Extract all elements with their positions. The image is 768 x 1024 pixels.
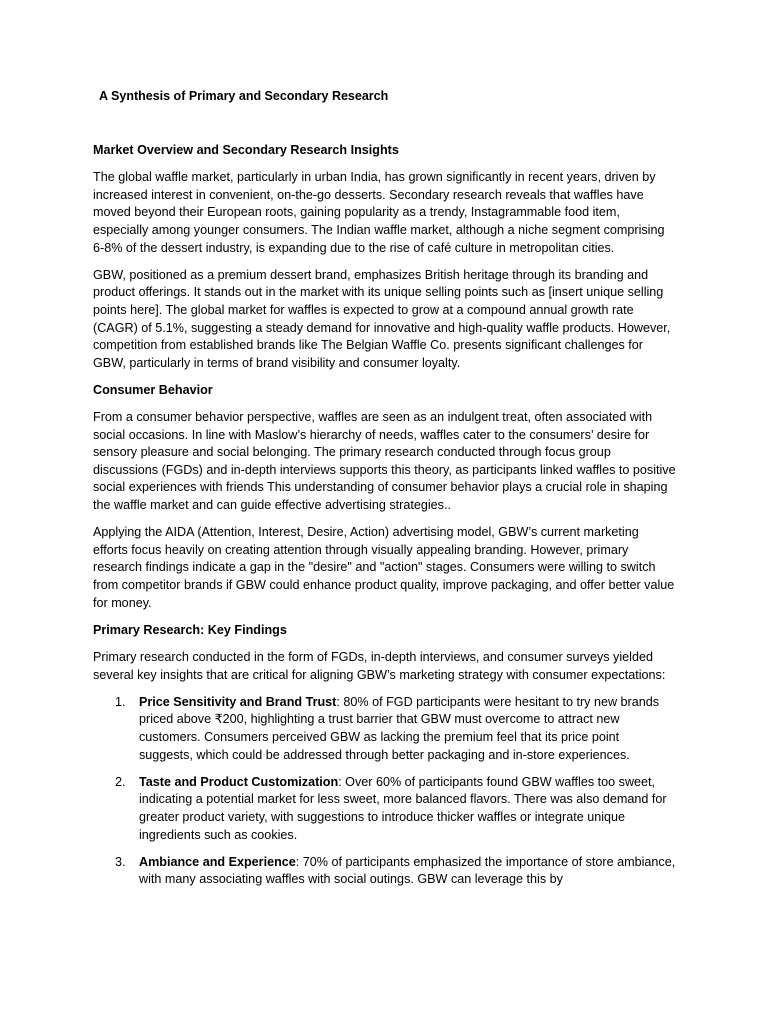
paragraph: GBW, positioned as a premium dessert brand, emphasizes British heritage through its branding and product offerings. It stands out in the market with its unique selling points such as [insert unique selling points here]. The global market for waffles is expected to grow at a compound annual growth rate (CAGR) of 5.1%, suggesting a steady demand for innovative and high-quality waffle products. However, competition from established brands like The Belgian Waffle Co. presents significant challenges for GBW, particularly in terms of brand visibility and consumer loyalty. (93, 267, 671, 370)
list-number: 3. (115, 854, 126, 869)
section-heading-market: Market Overview and Secondary Research Insights (93, 143, 399, 157)
document-title: A Synthesis of Primary and Secondary Research (99, 89, 389, 103)
finding-text: : 80% of FGD participants were hesitant to try new brands priced above ₹200, highlighting a trust barrier that GBW must overcome to attract new customers. Consumers perceived GBW as lacking the premium feel that its price point suggests, which could be addressed through better packaging and in-store experiences. (139, 694, 660, 762)
list-number: 2. (115, 774, 126, 789)
finding-term: Ambiance and Experience (139, 854, 296, 869)
section-heading-consumer-behavior: Consumer Behavior (93, 382, 213, 397)
section-heading-primary-research: Primary Research: Key Findings (93, 622, 287, 637)
paragraph: The global waffle market, particularly in urban India, has grown significantly in recent years, driven by increased interest in convenient, on-the-go desserts. Secondary research reveals that waffles have moved beyond their European roots, gaining popularity as a trendy, Instagrammable food item, especially among younger consumers. The Indian waffle market, although a niche segment comprising 6-8% of the dessert industry, is expanding due to the rise of café culture in metropolitan cities. (93, 170, 665, 255)
document-body (93, 142, 676, 899)
findings-list (93, 694, 676, 889)
list-number: 1. (115, 694, 126, 709)
list-item (93, 694, 676, 764)
paragraph: Primary research conducted in the form of FGDs, in-depth interviews, and consumer surveys yielded several key insights that are critical for aligning GBW’s marketing strategy with consumer expectations: (93, 650, 666, 682)
paragraph: From a consumer behavior perspective, waffles are seen as an indulgent treat, often associated with social occasions. In line with Maslow’s hierarchy of needs, waffles cater to the consumers’ desire for sensory pleasure and social belonging. The primary research conducted through focus group discussions (FGDs) and in-depth interviews supports this theory, as participants linked waffles to positive social experiences with friends This understanding of consumer behavior plays a crucial role in shaping the waffle market and can guide effective advertising strategies.. (93, 410, 676, 513)
list-item (93, 774, 676, 844)
finding-text: : 70% of participants emphasized the importance of store ambiance, with many associating waffles with social outings. GBW can leverage this by (139, 854, 676, 887)
finding-text: : Over 60% of participants found GBW waffles too sweet, indicating a potential market for less sweet, more balanced flavors. There was also demand for greater product variety, with suggestions to introduce thicker waffles or integrate unique ingredients such as cookies. (139, 774, 667, 842)
finding-term: Price Sensitivity and Brand Trust (139, 694, 337, 709)
finding-term: Taste and Product Customization (139, 774, 339, 789)
list-item (93, 854, 676, 889)
paragraph: Applying the AIDA (Attention, Interest, Desire, Action) advertising model, GBW’s current marketing efforts focus heavily on creating attention through visually appealing branding. However, primary research findings indicate a gap in the "desire" and "action" stages. Consumers were willing to switch from competitor brands if GBW could enhance product quality, improve packaging, and offer better value for money. (93, 525, 675, 610)
